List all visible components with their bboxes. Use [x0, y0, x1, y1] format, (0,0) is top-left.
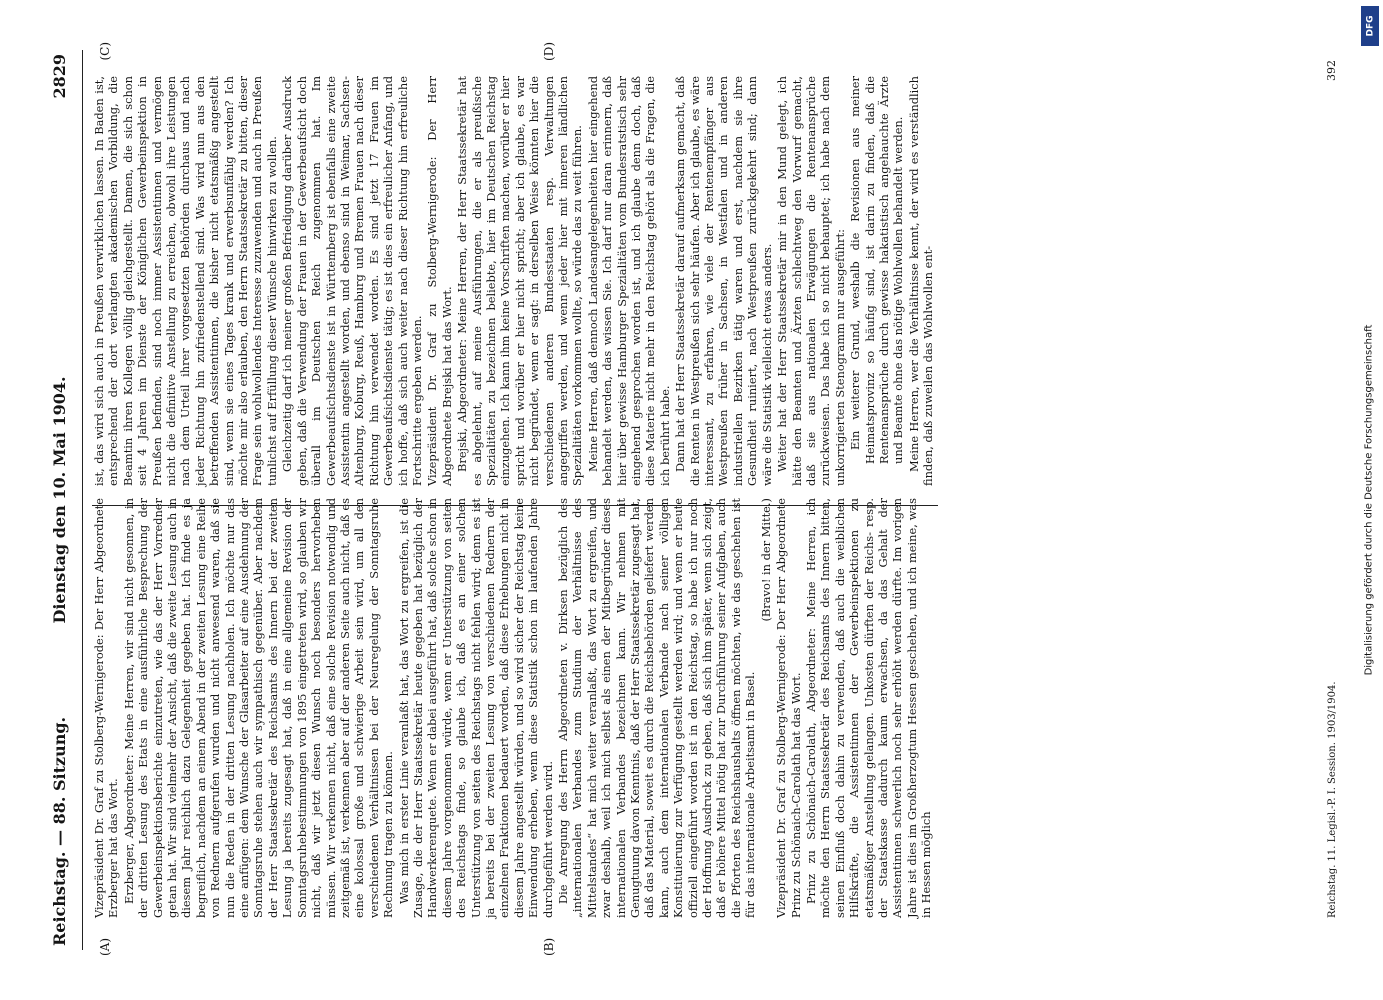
header-date: Dienstag den 10. Mai 1904. — [49, 376, 69, 624]
paragraph: Prinz zu Schönaich-Carolath, Abgeordneter: Meine Herren, ich möchte den Herrn Staatssekretär des Reichsamts des Innern bitten, seinen Einfluß doch dahin zu verwenden, daß auch die weiblichen Hilfskräfte, die Assistentinnen der Gewerbeinspektionen zu etatsmäßiger Anstellung gelangen. Unkosten dürften der Reichs- resp. der Staatskasse dadurch kaum erwachsen, da das Gehalt der Assistentinnen schwerlich noch sehr erhöht werden dürfte. Im vorigen Jahre ist dies im Großherzogtum Hessen geschehen, und ich meine, was in Hessen möglich — [803, 498, 933, 918]
header-left: Reichstag. — 88. Sitzung. — [49, 716, 69, 946]
bottom-page-number: 392 — [1324, 60, 1338, 81]
quote-paragraph: Ein weiterer Grund, weshalb die Revisionen aus meiner Heimatsprovinz so häufig sind, ist darin zu finden, daß die Rentenansprüche durch gewisse hakatistisch angehauchte Ärzte und Beamte ohne das nötige Wohlwollen behandelt werden. — [847, 76, 905, 464]
paragraph: Vizepräsident Dr. Graf zu Stolberg-Wernigerode: Der Herr Abgeordnete Erzberger hat das Wort. — [91, 498, 120, 918]
paragraph: Meine Herren, daß dennoch Landesangelegenheiten hier eingehend behandelt werden, das wissen Sie. Ich darf nur daran erinnern, daß hier über gewisse Hamburger Spezialitäten vom Bundesratstisch sehr eingehend gesprochen worden ist, und ich glaube denn doch, daß diese Materie nicht mehr in den Reichstag gehört als die Fragen, die ich berührt habe. — [585, 76, 672, 486]
paragraph: Brejski, Abgeordneter: Meine Herren, der Herr Staatssekretär hat es abgelehnt, auf meine Ausführungen, die er als preußische Spezialitäten zu bezeichnen beliebte, hier im Deutschen Reichstag einzugehen. Ich kann ihm keine Vorschriften machen, worüber er hier spricht und worüber er hier nicht spricht; aber ich glaube, es war nicht begründet, wenn er sagt: in derselben Weise könnten hier die verschiedenen anderen Bundesstaaten resp. Verwaltungen angegriffen werden, und wenn jeder hier mit inneren ländlichen Spezialitäten vorkommen wollte, so würde das zu weit führen. — [454, 76, 584, 486]
left-column — [92, 498, 935, 918]
paragraph: Die Anregung des Herrn Abgeordneten v. Dirksen bezüglich des „internationalen Verbandes zum Studium der Verhältnisse des Mittelstandes“ hat mich weiter veranlaßt, das Wort zu ergreifen, und zwar deshalb, weil ich mich selbst als einen der Mitbegründer dieses internationalen Verbandes bezeichnen kann. Wir nehmen mit Genugtuung davon Kenntnis, daß der Herr Staatssekretär zugesagt hat, daß das Material, soweit es durch die Reichsbehörden geliefert werden kann, auch dem internationalen Verbande nach seiner völligen Konstituierung zur Verfügung gestellt werden wird; und wenn er heute offiziell eingeführt worden ist in den Reichstag, so habe ich nur noch der Hoffnung Ausdruck zu geben, daß sich ihm später, wenn sich zeigt, daß er höhere Mittel nötig hat zur Durchführung seiner Aufgaben, auch die Pforten des Reichshaushalts öffnen möchten, wie das geschehen ist für das internationale Arbeitsamt in Basel. — [555, 498, 757, 918]
margin-mark-a: (A) — [97, 937, 112, 956]
margin-mark-c: (C) — [97, 42, 112, 61]
column-separator — [92, 505, 938, 506]
header-rule — [82, 50, 83, 950]
paragraph: (Bravo! in der Mitte.) — [758, 498, 773, 622]
funding-note: Digitalisierung gefördert durch die Deutsche Forschungsgemeinschaft — [1363, 324, 1375, 676]
right-column — [92, 76, 937, 486]
paragraph: Dann hat der Herr Staatssekretär darauf aufmerksam gemacht, daß die Renten in Westpreußen sich sehr häufen. Aber ich glaube, es wäre interessant, zu erfahren, wie viele der Rentenempfänger aus Westpreußen früher in Sachsen, in Westfalen und in anderen industriellen Bezirken tätig waren und erst, nachdem sie ihre Gesundheit ruiniert, nach Westpreußen zurückgekehrt sind; dann wäre die Statistik vielleicht etwas anders. — [672, 76, 774, 486]
digitization-sidebar — [1355, 0, 1383, 1000]
paragraph: Vizepräsident Dr. Graf zu Stolberg-Wernigerode: Der Herr Abgeordnete Brejski hat das Wort. — [424, 76, 454, 486]
paragraph: Was mich in erster Linie veranlaßt hat, das Wort zu ergreifen, ist die Zusage, die der Herr Staatssekretär heute gegeben hat bezüglich der Handwerkerenquete. Wenn er dabei ausgeführt hat, daß solche schon in diesem Jahre vorgenommen würde, wenn er Unterstützung von seiten des Reichstags finde, so glaube ich, daß es an einer solchen Unterstützung von seiten des Reichstags nicht fehlen wird; denn es ist ja bereits bei der zweiten Lesung von verschiedenen Rednern der einzelnen Fraktionen bedauert worden, daß diese Erhebungen nicht in diesem Jahre angestellt würden, und so wird sicher der Reichstag keine Einwendung erheben, wenn diese Statistik schon im laufenden Jahre durchgeführt werden wird. — [396, 498, 555, 918]
paragraph: Vizepräsident Dr. Graf zu Stolberg-Wernigerode: Der Herr Abgeordnete Prinz zu Schönaich-Carolath hat das Wort. — [773, 498, 802, 918]
header-page-number: 2829 — [49, 54, 69, 99]
paragraph: Weiter hat der Herr Staatssekretär mir in den Mund gelegt, ich hätte den Beamten und Ärzten schlechtweg den Vorwurf gemacht, daß sie aus nationalen Erwägungen die Rentenansprüche zurückweisen. Das habe ich so nicht behauptet; ich habe nach dem unkorrigierten Stenogramm nur ausgeführt: — [774, 76, 847, 486]
rotated-page — [22, 20, 1362, 980]
page-footer: Reichstag. 11. Legisl.-P. I. Session. 1903/1904. — [1326, 681, 1338, 918]
dfg-logo: DFG — [1361, 6, 1379, 46]
margin-mark-d: (D) — [541, 42, 556, 61]
paragraph: Meine Herren, wer die Verhältnisse kennt, der wird es verständlich finden, daß zuweilen das Wohlwollen ent- — [906, 76, 935, 486]
paragraph: Erzberger, Abgeordneter: Meine Herren, wir sind nicht gesonnen, in der dritten Lesung des Etats in eine ausführliche Besprechung der Gewerbeinspektionsberichte einzutreten, wie das der Herr Vorredner getan hat. Wir sind vielmehr der Ansicht, daß die zweite Lesung auch in diesem Jahr reichlich dazu Gelegenheit gegeben hat. Ich finde es ja begreiflich, nachdem an einem Abend in der zweiten Lesung eine Reihe von Rednern aufgerufen wurden und nicht anwesend waren, daß sie nun die Reden in der dritten Lesung nachholen. Ich möchte nur das eine anfügen: dem Wunsche der Glasarbeiter auf eine Ausdehnung der Sonntagsruhe stehen auch wir sympathisch gegenüber. Aber nachdem der Herr Staatssekretär des Reichsamts des Innern bei der zweiten Lesung ja bereits zugesagt hat, daß in eine allgemeine Revision der Sonntagsruhebestimmungen von 1895 eingetreten wird, so glauben wir nicht, daß wir jetzt diesen Wunsch noch besonders hervorheben müssen. Wir verkennen nicht, daß eine solche Revision notwendig und zeitgemäß ist, verkennen aber auf der anderen Seite auch nicht, daß es eine kolossal große und schwierige Arbeit sein wird, um all den verschiedenen Verhältnissen bei der Neuregelung der Sonntagsruhe Rechnung tragen zu können. — [121, 498, 395, 918]
paragraph: Gleichzeitig darf ich meiner großen Befriedigung darüber Ausdruck geben, daß die Verwendung der Frauen in der Gewerbeaufsicht doch überall im Deutschen Reich zugenommen hat. Im Gewerbeaufsichtsdienste ist in Württemberg ist ebenfalls eine zweite Assistentin angestellt worden, und ebenso sind in Weimar, Sachsen-Altenburg, Koburg, Reuß, Hamburg und Bremen Frauen nach dieser Richtung hin verwendet worden. Es sind jetzt 17 Frauen im Gewerbeaufsichtsdienste tätig; es ist dies ein erfreulicher Anfang, und ich hoffe, daß sich auch weiter nach dieser Richtung hin erfreuliche Fortschritte ergeben werden. — [279, 76, 424, 486]
page-header — [50, 20, 80, 980]
paragraph: ist, das wird sich auch in Preußen verwirklichen lassen. In Baden ist, entsprechend der dort verlangten akademischen Vorbildung, die Beamtin ihren Kollegen völlig gleichgestellt. Damen, die sich schon seit 4 Jahren im Dienste der Königlichen Gewerbeinspektion in Preußen befinden, sind noch immer Assistentinnen und vermögen nicht die definitive Anstellung zu erreichen, obwohl ihre Leistungen nach dem Urteil ihrer vorgesetzten Behörden durchaus und nach jeder Richtung hin zufriedenstellend sind. Was wird nun aus den betreffenden Assistentinnen, die bisher nicht etatsmäßig angestellt sind, wenn sie eines Tages krank und erwerbsunfähig werden? Ich möchte mir also erlauben, den Herrn Staatssekretär zu bitten, dieser Frage sein wohlwollendes Interesse zuzuwenden und auch in Preußen tunlichst auf Erfüllung dieser Wünsche hinwirken zu wollen. — [91, 76, 279, 486]
margin-mark-b: (B) — [541, 937, 556, 956]
